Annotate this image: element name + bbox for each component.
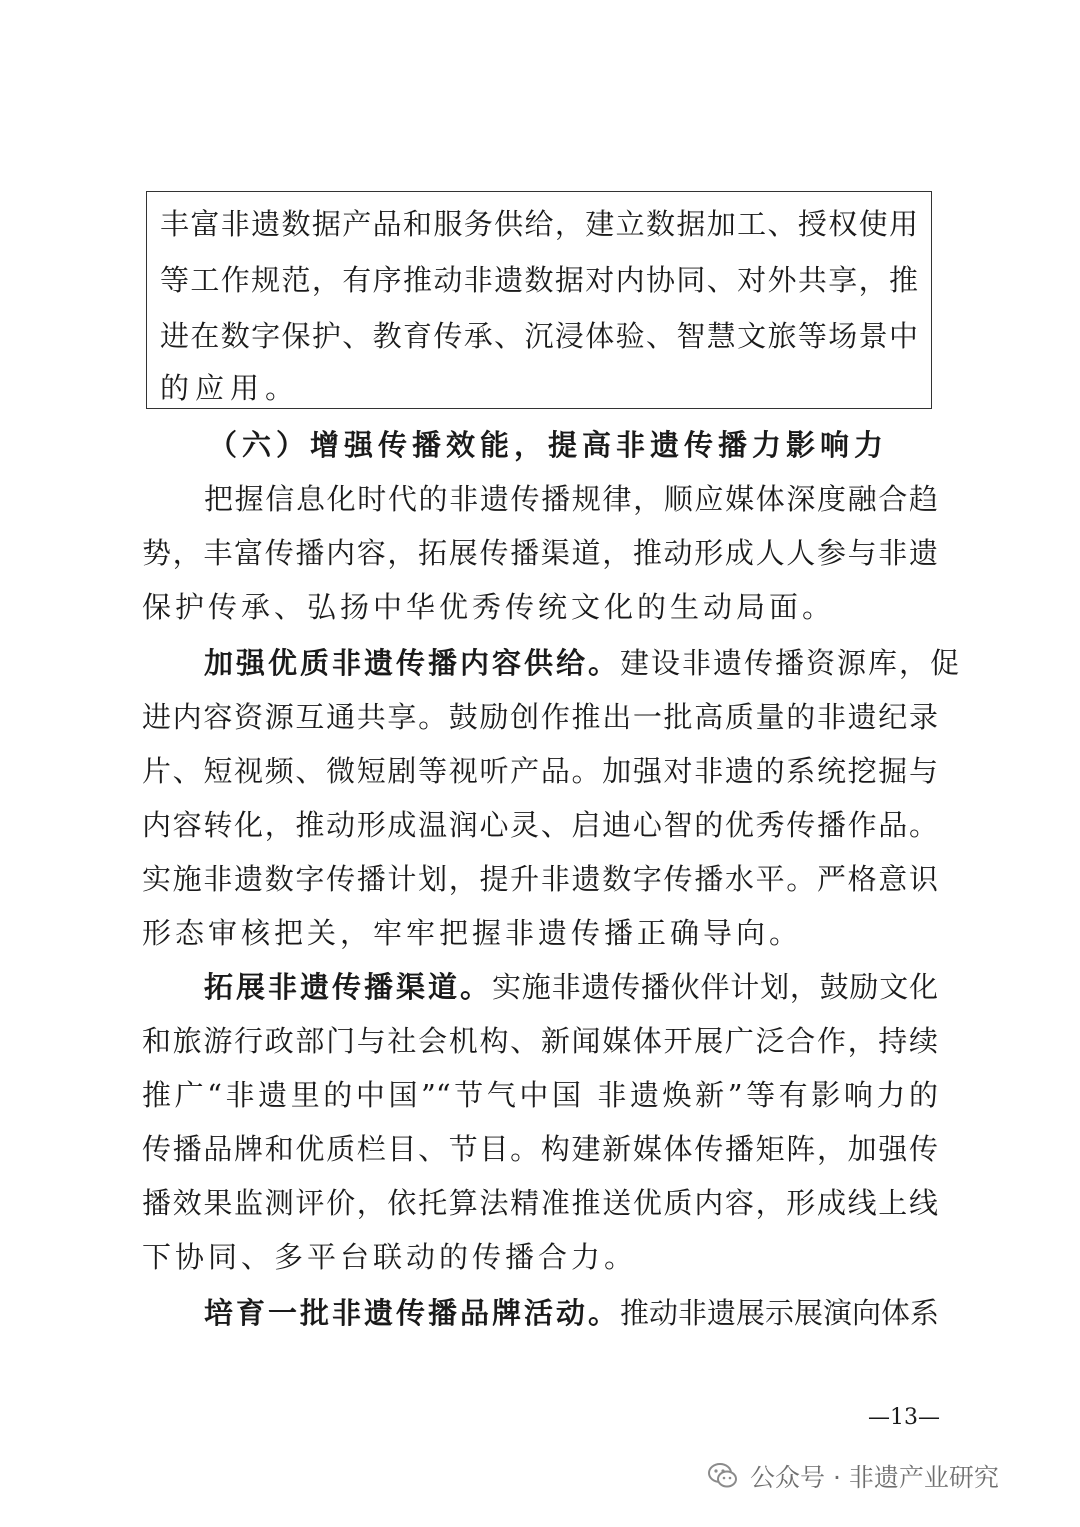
section2-line-4: 传播品牌和优质栏目、节目。构建新媒体传播矩阵，加强传 xyxy=(142,1132,938,1166)
section2-first-line xyxy=(204,960,938,1014)
section2-first-rest: 实施非遗传播伙伴计划，鼓励文化 xyxy=(492,970,938,1004)
watermark xyxy=(706,1456,999,1496)
intro-line-2: 势，丰富传播内容，拓展传播渠道，推动形成人人参与非遗 xyxy=(142,536,938,570)
section-heading: （六）增强传播效能，提高非遗传播力影响力 xyxy=(208,428,889,462)
section3-title: 培育一批非遗传播品牌活动。 xyxy=(204,1296,621,1330)
section2-line-2: 和旅游行政部门与社会机构、新闻媒体开展广泛合作，持续 xyxy=(142,1024,938,1058)
section1-line-3: 片、短视频、微短剧等视听产品。加强对非遗的系统挖掘与 xyxy=(142,754,938,788)
section2-line-3: 推广“非遗里的中国”“节气中国 非遗焕新”等有影响力的 xyxy=(142,1078,938,1112)
intro-line-3: 保护传承、弘扬中华优秀传统文化的生动局面。 xyxy=(142,590,836,624)
section2-line-6: 下协同、多平台联动的传播合力。 xyxy=(142,1240,638,1274)
section3-first-rest: 推动非遗展示展演向体系 xyxy=(620,1296,940,1330)
section2-line-5: 播效果监测评价，依托算法精准推送优质内容，形成线上线 xyxy=(142,1186,938,1220)
section1-title: 加强优质非遗传播内容供给。 xyxy=(204,646,621,680)
section1-line-4: 内容转化，推动形成温润心灵、启迪心智的优秀传播作品。 xyxy=(142,808,938,842)
intro-line-1: 把握信息化时代的非遗传播规律，顺应媒体深度融合趋 xyxy=(204,482,938,516)
section2-title: 拓展非遗传播渠道。 xyxy=(204,970,493,1004)
page-number: —13— xyxy=(868,1405,940,1430)
watermark-text: 公众号 · 非遗产业研究 xyxy=(750,1463,999,1492)
section1-line-6: 形态审核把关，牢牢把握非遗传播正确导向。 xyxy=(142,916,803,950)
section1-line-5: 实施非遗数字传播计划，提升非遗数字传播水平。严格意识 xyxy=(142,862,938,896)
section1-first-line xyxy=(204,636,962,690)
section1-line-2: 进内容资源互通共享。鼓励创作推出一批高质量的非遗纪录 xyxy=(142,700,938,734)
section1-first-rest: 建设非遗传播资源库，促 xyxy=(620,646,962,680)
section3-first-line xyxy=(204,1286,938,1340)
boxed-line-1: 丰富非遗数据产品和服务供给，建立数据加工、授权使用 xyxy=(160,207,918,241)
wechat-icon xyxy=(706,1459,740,1493)
boxed-line-2: 等工作规范，有序推动非遗数据对内协同、对外共享，推 xyxy=(160,263,918,297)
boxed-line-4: 的应用。 xyxy=(160,371,301,405)
boxed-line-3: 进在数字保护、教育传承、沉浸体验、智慧文旅等场景中 xyxy=(160,319,918,353)
